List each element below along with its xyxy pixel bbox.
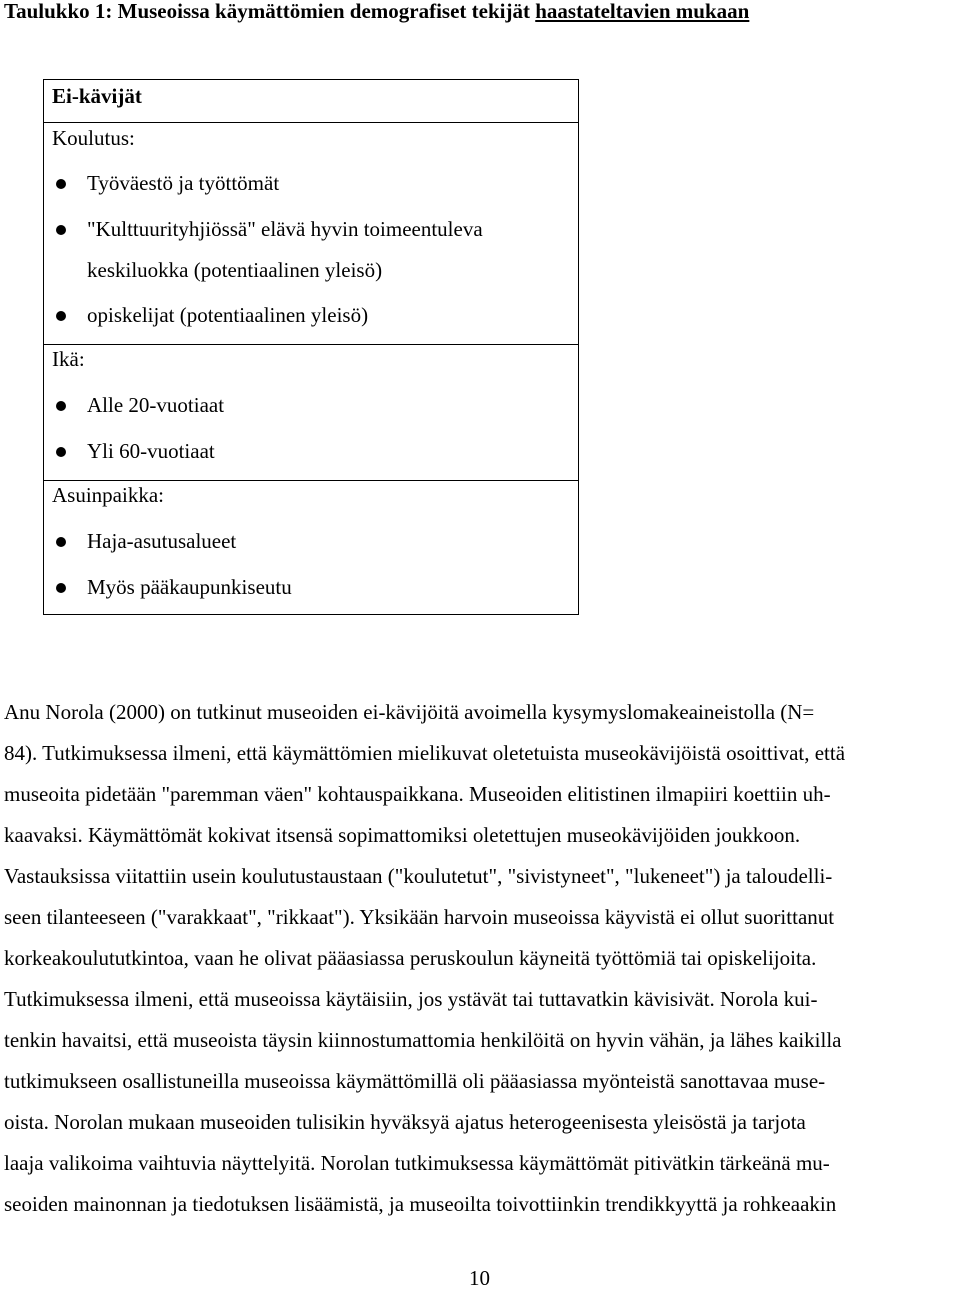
table-section-education: [44, 122, 578, 345]
demographics-table: [43, 79, 579, 615]
list-item: "Kulttuurityhjiössä" elävä hyvin toimeentuleva: [87, 217, 483, 241]
body-line: kaavaksi. Käymättömät kokivat itsensä sopimattomiksi oletettujen museokävijöiden joukkoon.: [4, 823, 801, 847]
list-item: Työväestö ja työttömät: [87, 171, 280, 195]
caption-text: Taulukko 1: Museoissa käymättömien demografiset tekijät: [4, 0, 530, 23]
list-item: Yli 60-vuotiaat: [87, 439, 215, 463]
caption-underlined-text: haastateltavien mukaan: [535, 0, 750, 23]
bullet-icon: [56, 583, 66, 593]
table-caption: [4, 0, 749, 24]
body-line: Anu Norola (2000) on tutkinut museoiden ei-kävijöitä avoimella kysymyslomakeaineistolla (N=: [4, 700, 815, 724]
body-line: Tutkimuksessa ilmeni, että museoissa käytäisiin, jos ystävät tai tuttavatkin kävisivät. Norola kui-: [4, 987, 818, 1011]
body-line: seen tilanteeseen ("varakkaat", "rikkaat"). Yksikään harvoin museoissa käyvistä ei ollut suorittanut: [4, 905, 835, 929]
bullet-icon: [56, 179, 66, 189]
bullet-icon: [56, 447, 66, 457]
body-line: museoita pidetään "paremman väen" kohtauspaikkana. Museoiden elitistinen ilmapiiri koettiin uh-: [4, 782, 831, 806]
bullet-icon: [56, 225, 66, 235]
table-section-residence: [44, 480, 578, 613]
body-line: tenkin havaitsi, että museoista täysin kiinnostumattomia henkilöitä on hyvin vähän, ja lähes kaikilla: [4, 1028, 842, 1052]
list-item: Myös pääkaupunkiseutu: [87, 575, 292, 599]
table-header: Ei-kävijät: [52, 84, 142, 108]
table-header-row: [44, 80, 578, 123]
body-line: 84). Tutkimuksessa ilmeni, että käymättömien mielikuvat oletetuista museokävijöistä osoittivat, että: [4, 741, 846, 765]
body-line: Vastauksissa viitattiin usein koulutustaustaan ("koulutetut", "sivistyneet", "lukeneet") ja taloudelli-: [4, 864, 833, 888]
list-item-continuation: keskiluokka (potentiaalinen yleisö): [87, 258, 383, 282]
page-number: 10: [469, 1266, 490, 1290]
table-section-age: [44, 344, 578, 481]
bullet-icon: [56, 401, 66, 411]
list-item: opiskelijat (potentiaalinen yleisö): [87, 303, 369, 327]
bullet-icon: [56, 537, 66, 547]
section-label: Koulutus:: [52, 126, 135, 150]
list-item: Alle 20-vuotiaat: [87, 393, 225, 417]
list-item: Haja-asutusalueet: [87, 529, 237, 553]
section-label: Ikä:: [52, 347, 85, 371]
body-line: korkeakoulututkintoa, vaan he olivat pääasiassa peruskoulun käyneitä työttömiä tai opiskelijoita.: [4, 946, 817, 970]
body-line: tutkimukseen osallistuneilla museoissa käymättömillä oli pääasiassa myönteistä sanottavaa muse-: [4, 1069, 826, 1093]
body-line: seoiden mainonnan ja tiedotuksen lisäämistä, ja museoilta toivottiinkin trendikkyyttä ja rohkeaakin: [4, 1192, 837, 1216]
body-line: laaja valikoima vaihtuvia näyttelyitä. Norolan tutkimuksessa käymättömät pitivätkin tärkeänä mu-: [4, 1151, 830, 1175]
bullet-icon: [56, 311, 66, 321]
section-label: Asuinpaikka:: [52, 483, 164, 507]
body-line: oista. Norolan mukaan museoiden tulisikin hyväksyä ajatus heterogeenisesta yleisöstä ja tarjota: [4, 1110, 806, 1134]
